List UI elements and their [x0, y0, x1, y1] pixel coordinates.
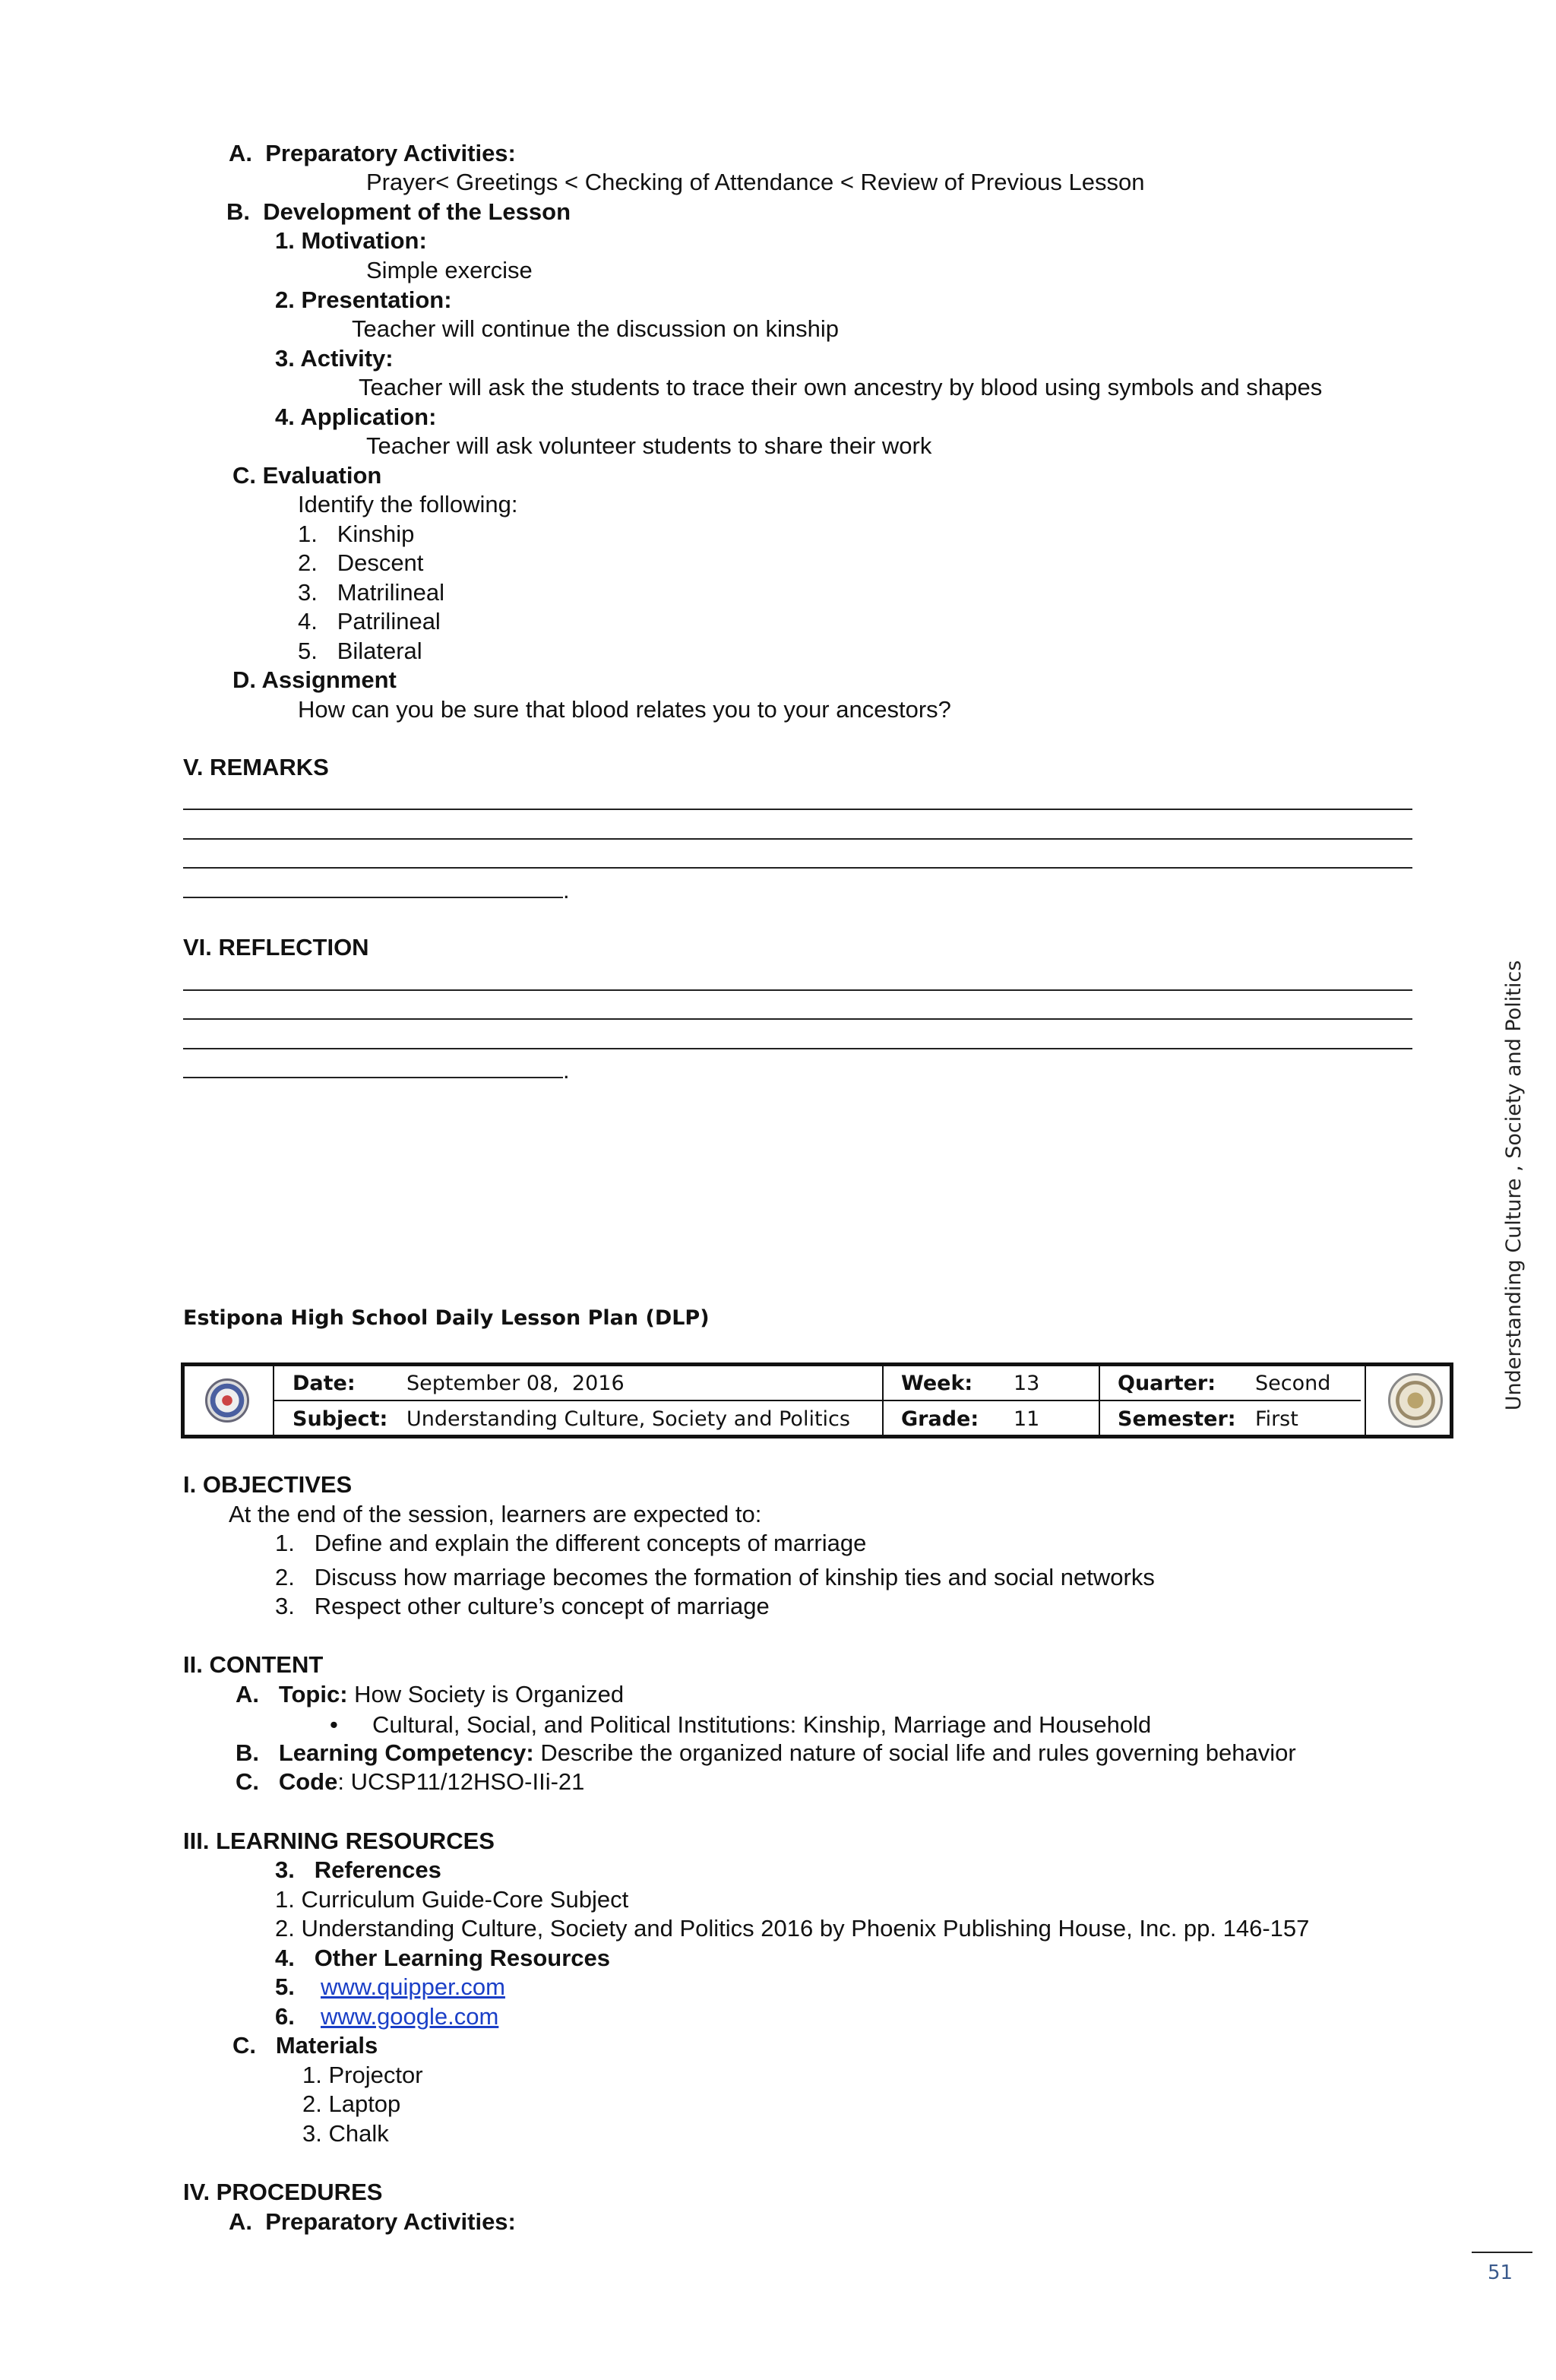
school-title: Estipona High School Daily Lesson Plan (DLP) [183, 1306, 710, 1330]
bullet-dot-icon: • [330, 1711, 338, 1738]
competency-label: B. Learning Competency: [236, 1739, 534, 1766]
presentation-text: Teacher will continue the discussion on kinship [352, 315, 840, 342]
week-label: Week: [901, 1372, 973, 1395]
reflection-heading: VI. REFLECTION [183, 934, 369, 961]
remarks-heading: V. REMARKS [183, 754, 329, 780]
reflection-line [183, 1048, 1412, 1049]
topic-text: How Society is Organized [347, 1681, 625, 1707]
remarks-line [183, 897, 563, 898]
quipper-link[interactable]: www.quipper.com [321, 1973, 505, 2000]
evaluation-item: 4. Patrilineal [298, 608, 441, 635]
subject-label: Subject: [293, 1407, 388, 1431]
content-heading: II. CONTENT [183, 1651, 324, 1678]
table-divider [1365, 1366, 1366, 1435]
application-text: Teacher will ask volunteer students to share their work [366, 432, 932, 459]
dlp-header-table [181, 1362, 1453, 1438]
prep-activities-label: A. Preparatory Activities: [229, 140, 516, 166]
reflection-end-mark: . [563, 1057, 570, 1084]
remarks-line [183, 867, 1412, 869]
week-value: 13 [1014, 1372, 1040, 1395]
evaluation-item: 2. Descent [298, 549, 424, 576]
page-number-rule [1472, 2252, 1532, 2253]
procedures-prep-label: A. Preparatory Activities: [229, 2208, 516, 2235]
competency-line [236, 1741, 1296, 1764]
page-number: 51 [1488, 2261, 1513, 2284]
reference-item: 2. Understanding Culture, Society and Politics 2016 by Phoenix Publishing House, Inc. pp. 146-157 [275, 1915, 1310, 1942]
motivation-text: Simple exercise [366, 257, 533, 283]
resources-heading: III. LEARNING RESOURCES [183, 1828, 495, 1854]
activity-text: Teacher will ask the students to trace their own ancestry by blood using symbols and shapes [359, 374, 1323, 400]
material-item: 1. Projector [302, 2062, 423, 2088]
google-link[interactable]: www.google.com [321, 2003, 499, 2030]
grade-label: Grade: [901, 1407, 979, 1431]
date-label: Date: [293, 1372, 356, 1395]
competency-text: Describe the organized nature of social life and rules governing behavior [533, 1739, 1296, 1766]
subject-value: Understanding Culture, Society and Politics [406, 1407, 850, 1431]
evaluation-item: 5. Bilateral [298, 638, 422, 664]
evaluation-item: 1. Kinship [298, 521, 415, 547]
motivation-label: 1. Motivation: [275, 227, 427, 254]
semester-value: First [1255, 1407, 1298, 1431]
objectives-heading: I. OBJECTIVES [183, 1471, 353, 1498]
quarter-value: Second [1255, 1372, 1331, 1395]
topic-label: A. Topic: [236, 1681, 348, 1707]
code-line [236, 1770, 584, 1793]
school-seal-icon [1388, 1373, 1443, 1428]
evaluation-label: C. Evaluation [232, 462, 382, 489]
reflection-line [183, 1018, 1412, 1020]
assignment-text: How can you be sure that blood relates you to your ancestors? [298, 696, 951, 723]
prep-activities-text: Prayer< Greetings < Checking of Attendance < Review of Previous Lesson [366, 169, 1145, 195]
reflection-line [183, 1077, 563, 1078]
code-label: C. Code [236, 1768, 338, 1795]
material-item: 3. Chalk [302, 2120, 389, 2147]
assignment-label: D. Assignment [232, 666, 397, 693]
topic-line [236, 1682, 624, 1706]
objective-item: 1. Define and explain the different concepts of marriage [275, 1530, 867, 1556]
table-divider [273, 1400, 1361, 1401]
date-value: September 08, 2016 [406, 1372, 625, 1395]
side-title-text: Understanding Culture , Society and Politics [1502, 960, 1526, 1411]
code-text: : UCSP11/12HSO-IIi-21 [337, 1768, 585, 1795]
objectives-intro: At the end of the session, learners are expected to: [229, 1501, 762, 1527]
objective-item: 2. Discuss how marriage becomes the formation of kinship ties and social networks [275, 1564, 1155, 1590]
semester-label: Semester: [1118, 1407, 1236, 1431]
materials-label: C. Materials [232, 2032, 378, 2059]
activity-label: 3. Activity: [275, 345, 394, 372]
material-item: 2. Laptop [302, 2090, 401, 2117]
application-label: 4. Application: [275, 404, 437, 430]
deped-seal-icon [205, 1378, 249, 1423]
quarter-label: Quarter: [1118, 1372, 1216, 1395]
link-number: 5. [275, 1973, 295, 2000]
presentation-label: 2. Presentation: [275, 286, 452, 313]
remarks-end-mark: . [563, 877, 570, 904]
link-number: 6. [275, 2003, 295, 2030]
topic-bullet-text: Cultural, Social, and Political Institutions: Kinship, Marriage and Household [372, 1711, 1152, 1738]
objective-item: 3. Respect other culture’s concept of marriage [275, 1593, 770, 1619]
procedures-heading: IV. PROCEDURES [183, 2179, 383, 2205]
grade-value: 11 [1014, 1407, 1040, 1431]
reflection-line [183, 989, 1412, 991]
remarks-line [183, 838, 1412, 840]
remarks-line [183, 809, 1412, 810]
reference-item: 1. Curriculum Guide-Core Subject [275, 1886, 629, 1913]
evaluation-item: 3. Matrilineal [298, 579, 444, 606]
other-resources-label: 4. Other Learning Resources [275, 1945, 611, 1971]
development-label: B. Development of the Lesson [226, 198, 571, 225]
evaluation-intro: Identify the following: [298, 491, 518, 517]
references-label: 3. References [275, 1856, 441, 1883]
